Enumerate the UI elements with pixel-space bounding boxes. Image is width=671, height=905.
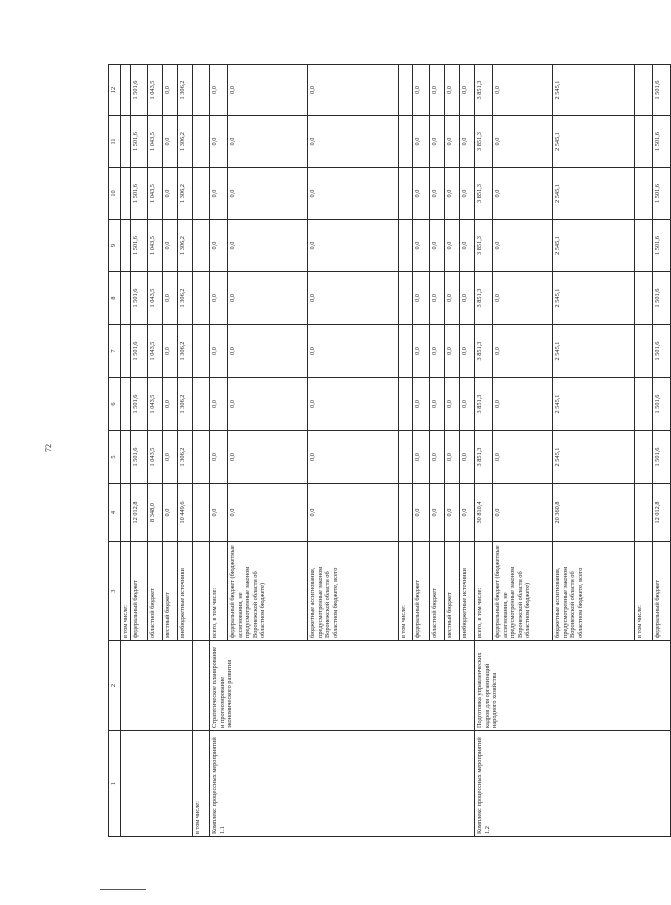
value-cell: 0,0: [493, 220, 553, 272]
value-cell: [121, 378, 131, 431]
table-row: [475, 65, 493, 837]
funding-source-cell: областной бюджет: [430, 542, 445, 641]
value-cell: 0,0: [308, 168, 399, 220]
value-cell: 0,0: [430, 168, 445, 220]
value-cell: 0,0: [163, 431, 178, 484]
value-cell: 1 501,6: [131, 65, 148, 116]
value-cell: 0,0: [413, 325, 430, 378]
value-cell: 1 306,2: [178, 431, 193, 484]
value-cell: 1 501,6: [131, 378, 148, 431]
funding-source-cell: внебюджетные источники: [178, 542, 193, 641]
value-cell: [193, 325, 210, 378]
value-cell: 0,0: [430, 378, 445, 431]
header-cell: 2: [109, 641, 121, 731]
value-cell: 0,0: [210, 220, 228, 272]
value-cell: 0,0: [460, 168, 475, 220]
value-cell: 0,0: [430, 431, 445, 484]
value-cell: 0,0: [228, 168, 308, 220]
rotated-table-frame: [108, 65, 662, 837]
value-cell: 0,0: [228, 220, 308, 272]
value-cell: [121, 116, 131, 168]
value-cell: 0,0: [228, 484, 308, 542]
value-cell: 3 851,3: [475, 431, 493, 484]
value-cell: 2 545,1: [553, 168, 635, 220]
value-cell: [399, 431, 413, 484]
value-cell: 1 043,5: [148, 65, 163, 116]
program-cell: в том числе:: [193, 731, 210, 837]
value-cell: 0,0: [445, 220, 460, 272]
value-cell: [635, 272, 653, 325]
value-cell: 0,0: [493, 168, 553, 220]
value-cell: [193, 168, 210, 220]
funding-source-cell: федеральный бюджет (бюджетные ассигнования, не предусмотренные законом Воронежской области об областном бюджете): [228, 542, 308, 641]
value-cell: 0,0: [445, 272, 460, 325]
funding-source-cell: местный бюджет: [163, 542, 178, 641]
value-cell: 0,0: [493, 325, 553, 378]
value-cell: 0,0: [493, 116, 553, 168]
value-cell: 1 501,6: [131, 116, 148, 168]
value-cell: [635, 168, 653, 220]
value-cell: 1 043,5: [148, 168, 163, 220]
value-cell: 3 851,3: [475, 272, 493, 325]
value-cell: 2 545,1: [553, 116, 635, 168]
table-row: [193, 65, 210, 837]
value-cell: 0,0: [430, 325, 445, 378]
value-cell: 1 043,5: [148, 272, 163, 325]
value-cell: [193, 272, 210, 325]
header-cell: 7: [109, 325, 121, 378]
program-cell: Комплекс процессных мероприятий 1.2: [475, 731, 671, 837]
value-cell: [399, 220, 413, 272]
value-cell: 0,0: [308, 220, 399, 272]
value-cell: 0,0: [308, 378, 399, 431]
header-cell: 10: [109, 168, 121, 220]
value-cell: [193, 431, 210, 484]
funding-source-cell: федеральный бюджет (бюджетные ассигнования, не предусмотренные законом Воронежской области об областном бюджете): [493, 542, 553, 641]
value-cell: 12 012,8: [131, 484, 148, 542]
value-cell: 0,0: [210, 116, 228, 168]
value-cell: 0,0: [163, 378, 178, 431]
funding-source-cell: всего, в том числе:: [210, 542, 228, 641]
value-cell: 0,0: [308, 116, 399, 168]
value-cell: [193, 484, 210, 542]
value-cell: 2 545,1: [553, 325, 635, 378]
value-cell: 0,0: [460, 431, 475, 484]
value-cell: [121, 272, 131, 325]
value-cell: 0,0: [413, 484, 430, 542]
funding-source-cell: бюджетные ассигнования, предусмотренные законом Воронежской области об областном бюджете, всего: [308, 542, 399, 641]
value-cell: 0,0: [163, 484, 178, 542]
program-cell: Комплекс процессных мероприятий 1.1: [210, 731, 475, 837]
value-cell: 0,0: [460, 65, 475, 116]
value-cell: 2 545,1: [553, 431, 635, 484]
value-cell: 1 043,5: [148, 431, 163, 484]
value-cell: 0,0: [210, 378, 228, 431]
value-cell: 0,0: [210, 65, 228, 116]
table-row: [210, 65, 228, 837]
value-cell: 1 306,2: [178, 220, 193, 272]
value-cell: [121, 220, 131, 272]
value-cell: 0,0: [228, 378, 308, 431]
value-cell: 0,0: [210, 431, 228, 484]
funding-source-cell: бюджетные ассигнования, предусмотренные законом Воронежской области об областном бюджете, всего: [553, 542, 635, 641]
value-cell: 3 851,3: [475, 220, 493, 272]
value-cell: 1 306,2: [178, 65, 193, 116]
value-cell: 8 348,0: [148, 484, 163, 542]
header-cell: 6: [109, 378, 121, 431]
value-cell: 0,0: [460, 220, 475, 272]
value-cell: 0,0: [460, 272, 475, 325]
value-cell: 0,0: [460, 378, 475, 431]
value-cell: 3 851,3: [475, 378, 493, 431]
value-cell: 0,0: [413, 431, 430, 484]
value-cell: 0,0: [445, 65, 460, 116]
value-cell: 0,0: [430, 116, 445, 168]
funding-source-cell: областной бюджет: [148, 542, 163, 641]
value-cell: 0,0: [308, 431, 399, 484]
value-cell: 0,0: [413, 65, 430, 116]
value-cell: 1 501,6: [131, 220, 148, 272]
value-cell: 3 851,3: [475, 325, 493, 378]
value-cell: 0,0: [493, 272, 553, 325]
value-cell: 0,0: [445, 168, 460, 220]
value-cell: [121, 65, 131, 116]
value-cell: [635, 116, 653, 168]
value-cell: [635, 325, 653, 378]
value-cell: 0,0: [308, 484, 399, 542]
value-cell: 1 501,6: [131, 325, 148, 378]
value-cell: 0,0: [430, 484, 445, 542]
value-cell: 0,0: [460, 484, 475, 542]
value-cell: 3 851,3: [475, 65, 493, 116]
value-cell: 0,0: [413, 220, 430, 272]
value-cell: [121, 168, 131, 220]
value-cell: 0,0: [493, 431, 553, 484]
value-cell: 1 306,2: [178, 116, 193, 168]
value-cell: 1 501,6: [653, 65, 671, 116]
funding-source-cell: всего, в том числе:: [475, 542, 493, 641]
value-cell: 1 043,5: [148, 116, 163, 168]
value-cell: 12 012,8: [653, 484, 671, 542]
funding-source-cell: в том числе:: [121, 542, 131, 641]
value-cell: 0,0: [210, 272, 228, 325]
value-cell: 0,0: [445, 484, 460, 542]
value-cell: 0,0: [210, 325, 228, 378]
value-cell: 3 851,3: [475, 168, 493, 220]
header-cell: 5: [109, 431, 121, 484]
value-cell: 1 501,6: [653, 431, 671, 484]
value-cell: 0,0: [163, 272, 178, 325]
value-cell: [399, 272, 413, 325]
value-cell: [121, 431, 131, 484]
value-cell: 0,0: [493, 484, 553, 542]
value-cell: 0,0: [413, 168, 430, 220]
value-cell: 2 545,1: [553, 272, 635, 325]
value-cell: 0,0: [228, 116, 308, 168]
table-row: [121, 65, 131, 837]
value-cell: 0,0: [210, 484, 228, 542]
value-cell: [399, 168, 413, 220]
value-cell: 1 501,6: [653, 116, 671, 168]
value-cell: 0,0: [228, 325, 308, 378]
header-cell: 12: [109, 65, 121, 116]
funding-source-cell: федеральный бюджет: [653, 542, 671, 641]
value-cell: 0,0: [445, 116, 460, 168]
value-cell: 1 043,5: [148, 220, 163, 272]
value-cell: 1 501,6: [653, 168, 671, 220]
measure-cell: [121, 641, 193, 731]
measure-cell: Подготовка управленческих кадров для организаций народного хозяйства: [475, 641, 671, 731]
value-cell: 0,0: [308, 65, 399, 116]
value-cell: 0,0: [163, 325, 178, 378]
value-cell: 10 449,6: [178, 484, 193, 542]
value-cell: 0,0: [163, 116, 178, 168]
value-cell: [193, 65, 210, 116]
value-cell: 0,0: [493, 65, 553, 116]
value-cell: 0,0: [210, 168, 228, 220]
program-cell: [121, 731, 193, 837]
value-cell: 3 851,3: [475, 116, 493, 168]
value-cell: [399, 65, 413, 116]
footnote-separator: [100, 889, 146, 890]
value-cell: 0,0: [430, 272, 445, 325]
value-cell: [635, 65, 653, 116]
measure-cell: [193, 641, 210, 731]
value-cell: [635, 220, 653, 272]
value-cell: 0,0: [413, 116, 430, 168]
value-cell: 0,0: [308, 272, 399, 325]
value-cell: 1 501,6: [131, 272, 148, 325]
value-cell: 0,0: [460, 325, 475, 378]
header-row: [109, 65, 121, 837]
value-cell: 1 501,6: [653, 272, 671, 325]
funding-source-cell: внебюджетные источники: [460, 542, 475, 641]
value-cell: [121, 484, 131, 542]
value-cell: [193, 378, 210, 431]
value-cell: 0,0: [228, 431, 308, 484]
budget-table: [108, 64, 671, 837]
value-cell: [635, 431, 653, 484]
funding-source-cell: в том числе:: [635, 542, 653, 641]
measure-cell: Стратегическое планирование и прогнозирование экономического развития: [210, 641, 475, 731]
value-cell: 2 545,1: [553, 65, 635, 116]
funding-source-cell: [193, 542, 210, 641]
header-cell: 9: [109, 220, 121, 272]
value-cell: 0,0: [308, 325, 399, 378]
value-cell: 0,0: [163, 65, 178, 116]
funding-source-cell: федеральный бюджет: [413, 542, 430, 641]
value-cell: 1 501,6: [131, 168, 148, 220]
value-cell: [635, 378, 653, 431]
header-cell: 1: [109, 731, 121, 837]
value-cell: 0,0: [228, 272, 308, 325]
value-cell: 1 306,2: [178, 272, 193, 325]
value-cell: 1 043,5: [148, 325, 163, 378]
value-cell: 0,0: [493, 378, 553, 431]
value-cell: [121, 325, 131, 378]
value-cell: 0,0: [413, 378, 430, 431]
funding-source-cell: местный бюджет: [445, 542, 460, 641]
value-cell: [193, 116, 210, 168]
value-cell: 1 306,2: [178, 325, 193, 378]
value-cell: 1 501,6: [131, 431, 148, 484]
value-cell: 1 043,5: [148, 378, 163, 431]
value-cell: 1 501,6: [653, 378, 671, 431]
value-cell: [193, 220, 210, 272]
value-cell: 0,0: [445, 378, 460, 431]
value-cell: 30 810,4: [475, 484, 493, 542]
value-cell: 2 545,1: [553, 220, 635, 272]
header-cell: 11: [109, 116, 121, 168]
value-cell: [399, 484, 413, 542]
header-cell: 4: [109, 484, 121, 542]
value-cell: 0,0: [228, 65, 308, 116]
value-cell: 0,0: [430, 65, 445, 116]
value-cell: 0,0: [445, 431, 460, 484]
value-cell: 1 306,2: [178, 378, 193, 431]
value-cell: [399, 325, 413, 378]
header-cell: 3: [109, 542, 121, 641]
value-cell: 0,0: [460, 116, 475, 168]
value-cell: 0,0: [445, 325, 460, 378]
value-cell: 0,0: [413, 272, 430, 325]
value-cell: [635, 484, 653, 542]
value-cell: 0,0: [163, 168, 178, 220]
value-cell: 20 360,8: [553, 484, 635, 542]
value-cell: 1 501,6: [653, 325, 671, 378]
value-cell: 2 545,1: [553, 378, 635, 431]
value-cell: 0,0: [163, 220, 178, 272]
value-cell: 0,0: [430, 220, 445, 272]
header-cell: 8: [109, 272, 121, 325]
value-cell: 1 501,6: [653, 220, 671, 272]
value-cell: [399, 378, 413, 431]
value-cell: 1 306,2: [178, 168, 193, 220]
value-cell: [399, 116, 413, 168]
funding-source-cell: в том числе:: [399, 542, 413, 641]
page-number: 72: [44, 444, 53, 452]
funding-source-cell: федеральный бюджет: [131, 542, 148, 641]
